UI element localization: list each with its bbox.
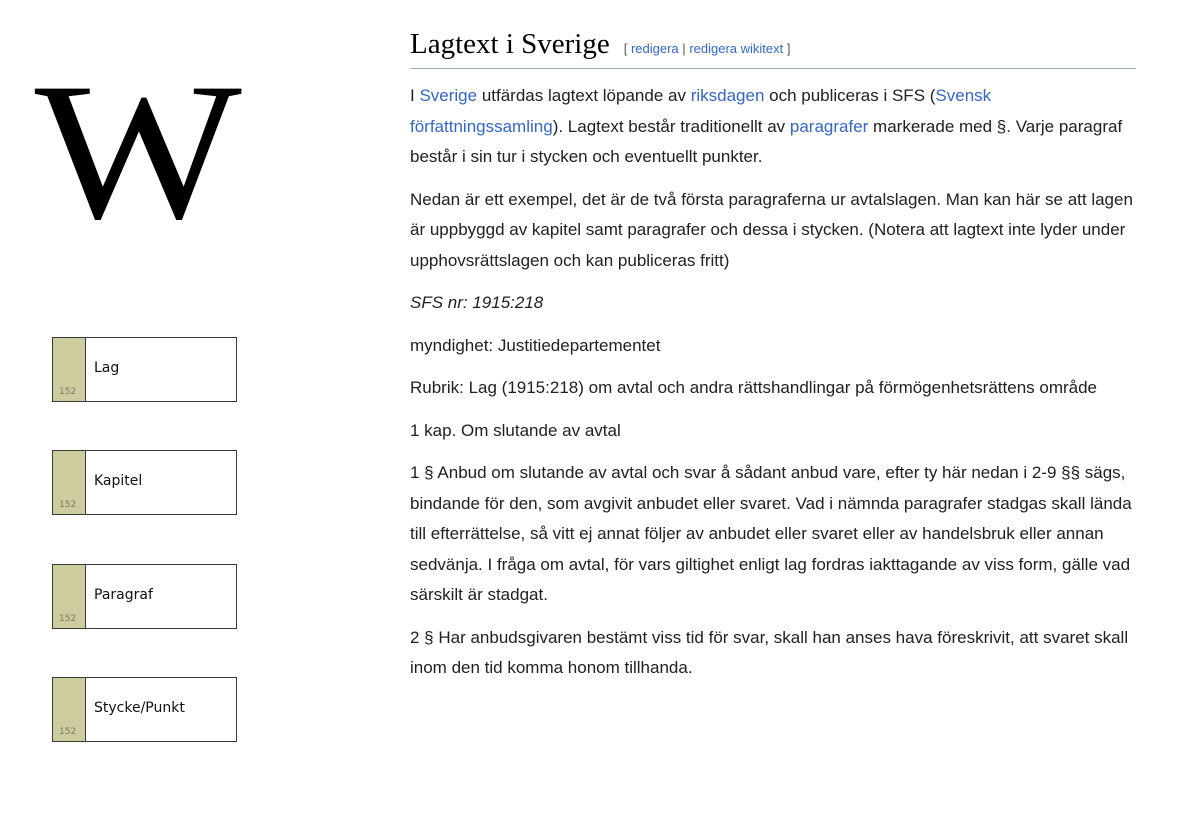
bracket-open: [ <box>623 41 628 56</box>
level-tab <box>53 678 86 741</box>
level-label: Paragraf <box>94 587 153 603</box>
section-title: Lagtext i Sverige <box>410 28 610 60</box>
level-label: Lag <box>94 360 120 376</box>
sfs-number: SFS nr: 1915:218 <box>410 293 544 312</box>
section-1-text: 1 § Anbud om slutande av avtal och svar å sådant anbud vare, efter ty här nedan i 2-9 §§ sägs, bindande för den, som avgivit anbudet eller svaret. Vad i nämnda paragrafer stadgas skall lända till efterrättelse, så vitt ej annat följer av anbudet eller svaret eller av handelsbruk eller annan sedvänja. I fråga om avtal, för vars giltighet enligt lag fordras iakttagande av viss form, gälle vad särskilt är stadgat. <box>410 463 1132 604</box>
text: och publiceras i SFS ( <box>764 86 936 105</box>
level-box-kapitel <box>52 450 237 515</box>
edit-separator: | <box>682 41 686 56</box>
link-paragrafer[interactable]: paragrafer <box>789 116 869 136</box>
section-2-text: 2 § Har anbudsgivaren bestämt viss tid för svar, skall han anses hava föreskrivit, att svaret skall inom den tid komma honom tillhanda. <box>410 627 1129 677</box>
law-rubric: Rubrik: Lag (1915:218) om avtal och andra rättshandlingar på förmögenhetsrättens område <box>410 378 1098 397</box>
chapter-heading: 1 kap. Om slutande av avtal <box>410 420 621 440</box>
example-paragraph: Nedan är ett exempel, det är de två första paragraferna ur avtalslagen. Man kan här se att lagen är uppbyggd av kapitel samt paragrafer och dessa i stycken. (Notera att lagtext inte lyder under upphovsrättslagen och kan publiceras fritt) <box>410 189 1133 270</box>
level-box-lag <box>52 337 237 402</box>
level-tab <box>53 451 86 514</box>
edit-link[interactable]: redigera <box>630 41 679 56</box>
link-riksdagen[interactable]: riksdagen <box>690 86 765 105</box>
tab-number: 152 <box>59 500 77 510</box>
level-label: Stycke/Punkt <box>94 700 185 716</box>
wikipedia-w-logo-icon: W <box>34 43 238 260</box>
text: utfärdas lagtext löpande av <box>477 86 691 105</box>
article-section <box>410 26 1136 696</box>
level-label: Kapitel <box>94 473 143 489</box>
text: ). Lagtext består traditionellt av <box>552 116 790 136</box>
tab-number: 152 <box>59 727 77 737</box>
intro-paragraph <box>410 81 1136 173</box>
link-sverige[interactable]: Sverige <box>419 86 478 105</box>
section-heading <box>410 26 1136 69</box>
text: I <box>410 86 420 105</box>
level-tab <box>53 338 86 401</box>
authority: myndighet: Justitiedepartementet <box>410 335 661 355</box>
tab-number: 152 <box>59 614 77 624</box>
level-box-stycke-punkt <box>52 677 237 742</box>
tab-number: 152 <box>59 387 77 397</box>
level-tab <box>53 565 86 628</box>
bracket-close: ] <box>786 41 791 56</box>
text: markerade med §. Varje paragraf består i sin tur i stycken och eventuellt punkter. <box>410 116 1123 166</box>
link-svensk-forfattningssamling[interactable]: Svensk författningssamling <box>410 86 992 136</box>
edit-source-link[interactable]: redigera wikitext <box>689 41 784 56</box>
level-box-paragraf <box>52 564 237 629</box>
edit-section-links <box>624 41 791 56</box>
